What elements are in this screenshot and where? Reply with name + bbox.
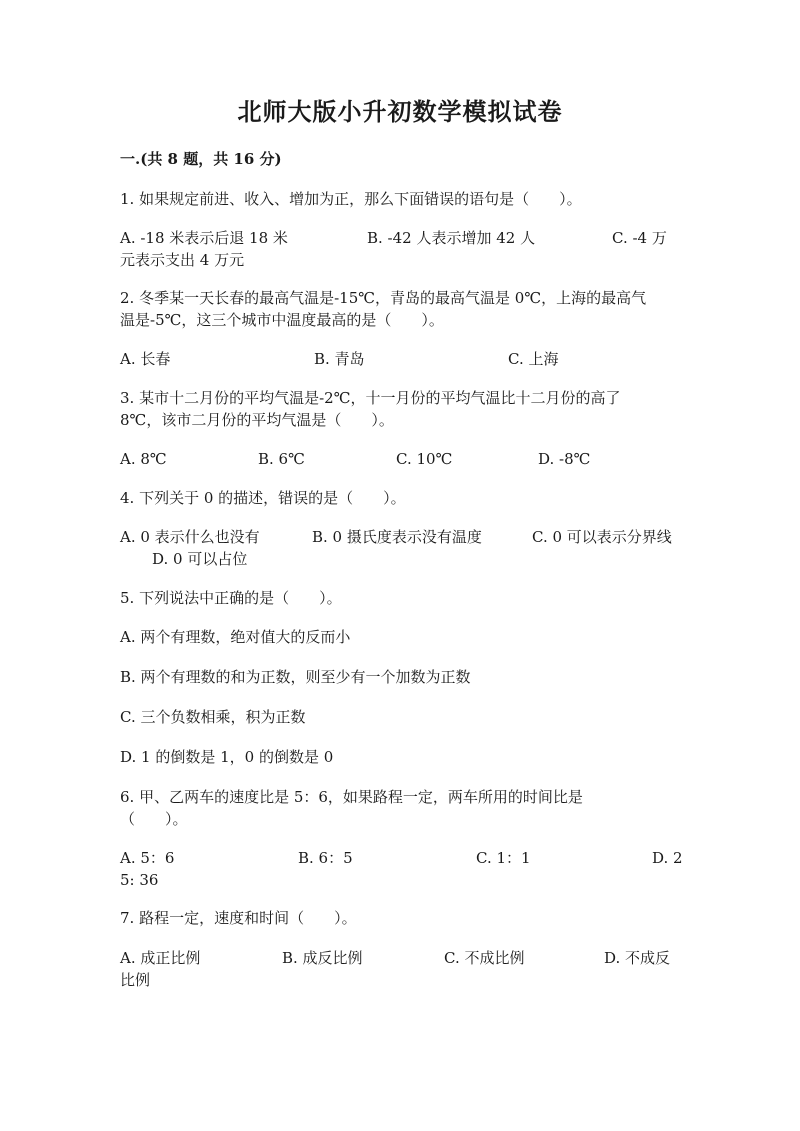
question-2-stem-line1: 2. 冬季某一天长春的最高气温是-15℃，青岛的最高气温是 0℃，上海的最高气: [120, 289, 647, 307]
question-3-stem-line1: 3. 某市十二月份的平均气温是-2℃，十一月份的平均气温比十二月份的高了: [120, 389, 621, 407]
question-1-stem: 1. 如果规定前进、收入、增加为正，那么下面错误的语句是（ ）。: [120, 190, 582, 208]
page-title: 北师大版小升初数学模拟试卷: [237, 97, 563, 126]
question-2-stem-line2: 温是-5℃，这三个城市中温度最高的是（ ）。: [120, 311, 444, 329]
q5-option-d: D. 1 的倒数是 1，0 的倒数是 0: [120, 748, 334, 766]
q4-option-b: B. 0 摄氏度表示没有温度: [312, 528, 482, 546]
q6-option-d-line2: 5: 36: [120, 871, 159, 889]
q7-option-a: A. 成正比例: [120, 949, 201, 967]
q7-option-d-line2: 比例: [120, 971, 151, 989]
q6-option-d-line1: D. 2: [652, 849, 683, 867]
q2-option-b: B. 青岛: [314, 350, 365, 368]
q1-option-a: A. -18 米表示后退 18 米: [120, 229, 288, 247]
q3-option-b: B. 6℃: [258, 450, 305, 468]
q1-option-c-line2: 元表示支出 4 万元: [120, 251, 245, 269]
question-6-stem-line1: 6. 甲、乙两车的速度比是 5：6，如果路程一定，两车所用的时间比是: [120, 788, 583, 806]
q7-option-b: B. 成反比例: [282, 949, 363, 967]
question-7-stem: 7. 路程一定，速度和时间（ ）。: [120, 909, 357, 927]
q5-option-a: A. 两个有理数，绝对值大的反而小: [120, 628, 351, 646]
q3-option-a: A. 8℃: [120, 450, 167, 468]
question-5-stem: 5. 下列说法中正确的是（ ）。: [120, 589, 342, 607]
q7-option-c: C. 不成比例: [444, 949, 525, 967]
q7-option-d-line1: D. 不成反: [604, 949, 671, 967]
question-3-stem-line2: 8℃，该市二月份的平均气温是（ ）。: [120, 411, 394, 429]
q5-option-b: B. 两个有理数的和为正数，则至少有一个加数为正数: [120, 668, 471, 686]
q4-option-a: A. 0 表示什么也没有: [120, 528, 260, 546]
q1-option-c-line1: C. -4 万: [612, 229, 667, 247]
q2-option-a: A. 长春: [120, 350, 171, 368]
q5-option-c: C. 三个负数相乘，积为正数: [120, 708, 306, 726]
q3-option-c: C. 10℃: [396, 450, 453, 468]
q6-option-a: A. 5：6: [120, 849, 175, 867]
q1-option-b: B. -42 人表示增加 42 人: [367, 229, 536, 247]
question-6-stem-line2: （ ）。: [120, 810, 188, 828]
q2-option-c: C. 上海: [508, 350, 559, 368]
q4-option-d: D. 0 可以占位: [152, 550, 248, 568]
q4-option-c: C. 0 可以表示分界线: [532, 528, 672, 546]
section-header: 一.(共 8 题，共 16 分): [120, 150, 282, 168]
q6-option-b: B. 6：5: [298, 849, 353, 867]
q3-option-d: D. -8℃: [538, 450, 591, 468]
question-4-stem: 4. 下列关于 0 的描述，错误的是（ ）。: [120, 489, 406, 507]
q6-option-c: C. 1：1: [476, 849, 531, 867]
